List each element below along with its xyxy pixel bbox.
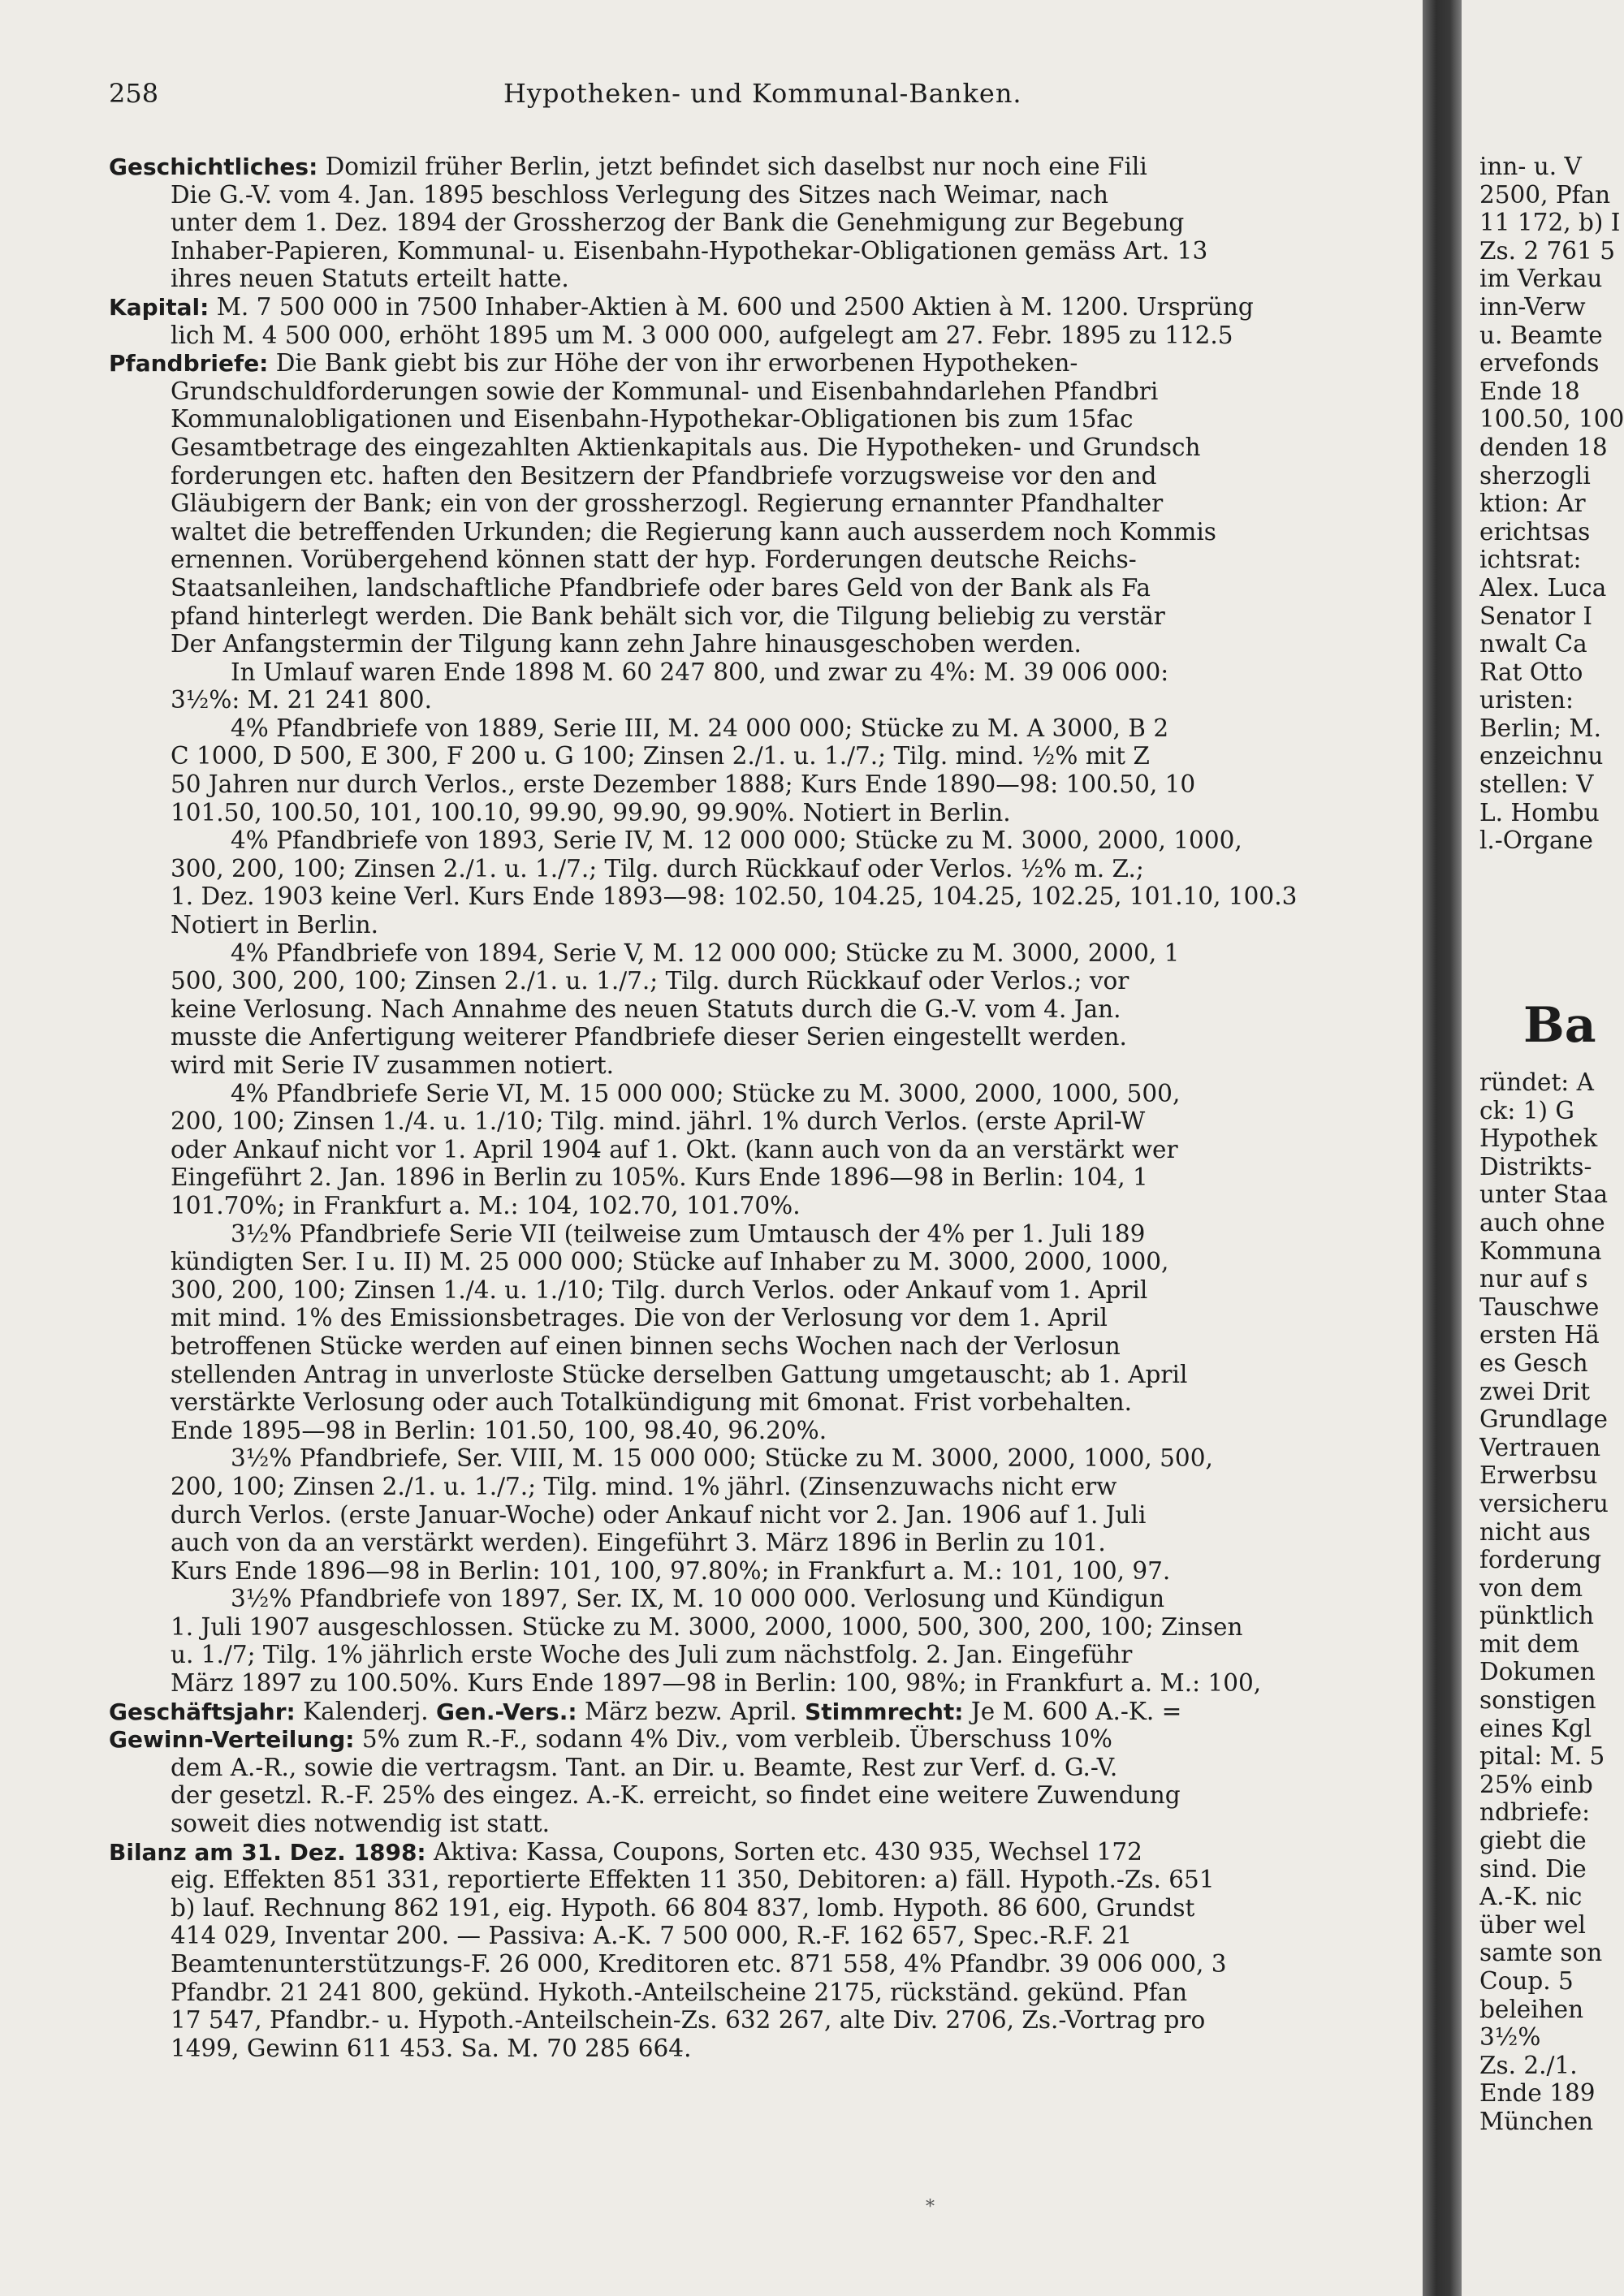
line-text: kündigten Ser. I u. II) M. 25 000 000; Stücke auf Inhaber zu M. 3000, 2000, 1000,	[171, 1248, 1169, 1276]
line-text: 4% Pfandbriefe von 1893, Serie IV, M. 12 000 000; Stücke zu M. 3000, 2000, 1000,	[231, 826, 1242, 855]
right-text-fragment: stellen: V	[1479, 770, 1594, 799]
page-header	[0, 78, 1423, 119]
text-line	[109, 518, 1408, 546]
text-line	[109, 1810, 1408, 1838]
text-line	[109, 1979, 1408, 2007]
text-line	[109, 967, 1408, 995]
right-text-fragment: Ende 18	[1479, 377, 1580, 405]
line-text: forderungen etc. haften den Besitzern der Pfandbriefe vorzugsweise vor den and	[171, 461, 1157, 490]
line-text: 3½% Pfandbriefe Serie VII (teilweise zum Umtausch der 4% per 1. Juli 189	[231, 1219, 1146, 1248]
text-line	[109, 1725, 1408, 1754]
text-line	[109, 237, 1408, 265]
text-line	[109, 630, 1408, 658]
line-text: u. 1./7; Tilg. 1% jährlich erste Woche des Juli zum nächstfolg. 2. Jan. Eingeführ	[171, 1641, 1133, 1669]
text-line	[109, 1163, 1408, 1192]
right-text-fragment: pünktlich	[1479, 1602, 1595, 1630]
right-text-fragment: denden 18	[1479, 433, 1608, 461]
right-text-fragment: L. Hombu	[1479, 798, 1600, 826]
line-text: M. 7 500 000 in 7500 Inhaber-Aktien à M. 600 und 2500 Aktien à M. 1200. Ursprüng	[209, 292, 1254, 321]
line-text: 3½% Pfandbriefe, Ser. VIII, M. 15 000 000; Stücke zu M. 3000, 2000, 1000, 500,	[231, 1444, 1213, 1473]
text-line	[109, 1417, 1408, 1445]
line-text: Staatsanleihen, landschaftliche Pfandbriefe oder bares Geld von der Bank als Fa	[171, 573, 1151, 602]
right-text-fragment: ersten Hä	[1479, 1321, 1600, 1349]
line-text: 50 Jahren nur durch Verlos., erste Dezember 1888; Kurs Ende 1890—98: 100.50, 10	[171, 770, 1196, 799]
text-line	[109, 293, 1408, 322]
right-text-fragment: mit dem	[1479, 1629, 1579, 1658]
text-line	[109, 1922, 1408, 1950]
text-line	[109, 826, 1408, 855]
text-line	[109, 1585, 1408, 1613]
line-text: März bezw. April.	[577, 1697, 806, 1725]
right-text-fragment: sherzogli	[1479, 461, 1591, 490]
right-text-fragment: über wel	[1479, 1910, 1586, 1939]
line-text: Kalenderj.	[295, 1697, 436, 1725]
right-text-fragment: Berlin; M.	[1479, 714, 1602, 742]
line-text: C 1000, D 500, E 300, F 200 u. G 100; Zinsen 2./1. u. 1./7.; Tilg. mind. ½% mit Z	[171, 742, 1150, 770]
line-text: Kurs Ende 1896—98 in Berlin: 101, 100, 97.80%; in Frankfurt a. M.: 101, 100, 97.	[171, 1556, 1171, 1585]
text-line	[109, 434, 1408, 462]
text-line	[109, 546, 1408, 574]
text-line	[109, 1838, 1408, 1867]
text-line	[109, 911, 1408, 939]
line-text: wird mit Serie IV zusammen notiert.	[171, 1051, 614, 1079]
line-text: Eingeführt 2. Jan. 1896 in Berlin zu 105%. Kurs Ende 1896—98 in Berlin: 104, 1	[171, 1163, 1148, 1192]
line-text: Beamtenunterstützungs-F. 26 000, Kreditoren etc. 871 558, 4% Pfandbr. 39 006 000, 3	[171, 1950, 1227, 1978]
line-text: Domizil früher Berlin, jetzt befindet sich daselbst nur noch eine Fili	[317, 153, 1147, 180]
text-line	[109, 1051, 1408, 1080]
text-line	[109, 1781, 1408, 1810]
right-text-fragment: Hypothek	[1479, 1124, 1598, 1153]
line-text: 4% Pfandbriefe von 1889, Serie III, M. 24 000 000; Stücke zu M. A 3000, B 2	[231, 714, 1169, 742]
line-text: waltet die betreffenden Urkunden; die Regierung kann auch ausserdem noch Kommis	[171, 517, 1216, 546]
right-text-fragment: nicht aus	[1479, 1517, 1591, 1546]
text-line	[109, 714, 1408, 743]
right-text-fragment: sonstigen	[1479, 1686, 1596, 1715]
text-line	[109, 1136, 1408, 1164]
line-text: Grundschuldforderungen sowie der Kommunal- und Eisenbahndarlehen Pfandbri	[171, 377, 1159, 405]
right-text-fragment: samte son	[1479, 1939, 1603, 1967]
line-text: betroffenen Stücke werden auf einen binnen sechs Wochen nach der Verlosun	[171, 1331, 1121, 1360]
text-line	[109, 209, 1408, 237]
line-text: März 1897 zu 100.50%. Kurs Ende 1897—98 in Berlin: 100, 98%; in Frankfurt a. M.: 100,	[171, 1669, 1262, 1698]
right-text-fragment: Vertrauen	[1479, 1433, 1601, 1461]
right-text-fragment: 3½%	[1479, 2023, 1541, 2052]
book-gutter	[1423, 0, 1462, 2296]
right-text-fragment: München	[1479, 2107, 1594, 2135]
line-text: musste die Anfertigung weiterer Pfandbriefe dieser Serien eingestellt werden.	[171, 1023, 1127, 1051]
line-text: der gesetzl. R.-F. 25% des eingez. A.-K. erreicht, so findet eine weitere Zuwendung	[171, 1781, 1181, 1810]
text-line	[109, 322, 1408, 350]
line-text: oder Ankauf nicht vor 1. April 1904 auf 1. Okt. (kann auch von da an verstärkt wer	[171, 1135, 1178, 1163]
line-text: 1. Dez. 1903 keine Verl. Kurs Ende 1893—98: 102.50, 104.25, 104.25, 102.25, 101.10, 100.3	[171, 883, 1298, 911]
line-text: 101.70%; in Frankfurt a. M.: 104, 102.70, 101.70%.	[171, 1191, 801, 1219]
right-text-fragment: Ende 189	[1479, 2079, 1596, 2108]
text-line	[109, 1276, 1408, 1305]
right-text-fragment: 2500, Pfan	[1479, 180, 1611, 209]
text-line	[109, 1866, 1408, 1894]
right-text-fragment: ründet: A	[1479, 1068, 1594, 1096]
right-text-fragment: Grundlage	[1479, 1405, 1608, 1434]
line-text: verstärkte Verlosung oder auch Totalkündigung mit 6monat. Frist vorbehalten.	[171, 1388, 1132, 1417]
text-line	[109, 1557, 1408, 1586]
right-text-fragment: versicheru	[1479, 1489, 1609, 1517]
line-text: b) lauf. Rechnung 862 191, eig. Hypoth. 66 804 837, lomb. Hypoth. 86 600, Grundst	[171, 1893, 1195, 1922]
line-text: pfand hinterlegt werden. Die Bank behält sich vor, die Tilgung beliebig zu verstär	[171, 602, 1165, 630]
line-text: 300, 200, 100; Zinsen 1./4. u. 1./10; Tilg. durch Verlos. oder Ankauf vom 1. April	[171, 1275, 1148, 1304]
right-text-fragment: Tauschwe	[1479, 1293, 1600, 1321]
text-line	[109, 1248, 1408, 1276]
line-text: Pfandbr. 21 241 800, gekünd. Hykoth.-Anteilscheine 2175, rückständ. gekünd. Pfan	[171, 1978, 1188, 2006]
line-text: 300, 200, 100; Zinsen 2./1. u. 1./7.; Tilg. durch Rückkauf oder Verlos. ½% m. Z.;	[171, 854, 1144, 883]
right-text-fragment: Zs. 2 761 5	[1479, 236, 1615, 265]
text-line	[109, 1754, 1408, 1782]
right-text-fragment: 25% einb	[1479, 1770, 1593, 1798]
right-text-fragment: 11 172, b) I	[1479, 209, 1621, 237]
right-text-fragment: auch ohne	[1479, 1208, 1605, 1236]
line-text: 1. Juli 1907 ausgeschlossen. Stücke zu M. 3000, 2000, 1000, 500, 300, 200, 100; Zinsen	[171, 1612, 1243, 1641]
text-line	[109, 1304, 1408, 1332]
line-text: 200, 100; Zinsen 1./4. u. 1./10; Tilg. mind. jährl. 1% durch Verlos. (erste April-W	[171, 1107, 1146, 1136]
text-line	[109, 405, 1408, 434]
text-line	[109, 770, 1408, 799]
line-text: Die G.-V. vom 4. Jan. 1895 beschloss Verlegung des Sitzes nach Weimar, nach	[171, 180, 1108, 209]
text-line	[109, 995, 1408, 1024]
text-line	[109, 939, 1408, 968]
right-text-fragment: beleihen	[1479, 1995, 1584, 2023]
line-text: Je M. 600 A.-K. =	[963, 1697, 1182, 1725]
right-text-fragment: sind. Die	[1479, 1854, 1587, 1883]
text-line	[109, 1950, 1408, 1979]
right-text-fragment: A.-K. nic	[1479, 1883, 1583, 1911]
right-text-fragment: Zs. 2./1.	[1479, 2051, 1578, 2079]
right-text-fragment: ervefonds	[1479, 349, 1600, 378]
right-text-fragment: eines Kgl	[1479, 1714, 1592, 1742]
footer-mark: *	[926, 2197, 935, 2217]
right-text-fragment: von dem	[1479, 1573, 1583, 1602]
text-line	[109, 1501, 1408, 1530]
line-text: 4% Pfandbriefe von 1894, Serie V, M. 12 000 000; Stücke zu M. 3000, 2000, 1	[231, 939, 1180, 967]
section-label: Bilanz am 31. Dez. 1898:	[109, 1838, 426, 1866]
right-text-fragment: ck: 1) G	[1479, 1096, 1574, 1124]
right-page-heading: Ba	[1523, 997, 1596, 1054]
right-text-fragment: es Gesch	[1479, 1349, 1588, 1377]
line-text: Aktiva: Kassa, Coupons, Sorten etc. 430 935, Wechsel 172	[425, 1837, 1142, 1866]
text-line	[109, 1192, 1408, 1220]
line-text: soweit dies notwendig ist statt.	[171, 1810, 550, 1838]
section-label: Geschichtliches:	[109, 153, 318, 180]
text-line	[109, 742, 1408, 770]
text-line	[109, 1613, 1408, 1642]
line-text: 414 029, Inventar 200. — Passiva: A.-K. 7 500 000, R.-F. 162 657, Spec.-R.F. 21	[171, 1922, 1133, 1950]
line-text: dem A.-R., sowie die vertragsm. Tant. an Dir. u. Beamte, Rest zur Verf. d. G.-V.	[171, 1753, 1118, 1781]
text-line	[109, 2035, 1408, 2063]
right-text-fragment: unter Staa	[1479, 1180, 1609, 1209]
line-text: Gesamtbetrage des eingezahlten Aktienkapitals aus. Die Hypotheken- und Grundsch	[171, 433, 1201, 461]
text-line	[109, 490, 1408, 518]
text-line	[109, 574, 1408, 602]
right-page-top-text	[1479, 153, 1624, 855]
text-line	[109, 602, 1408, 631]
right-text-fragment: Erwerbsu	[1479, 1461, 1598, 1490]
text-line	[109, 686, 1408, 714]
text-line	[109, 883, 1408, 911]
text-line	[109, 265, 1408, 293]
right-text-fragment: nur auf s	[1479, 1265, 1588, 1293]
line-text: Notiert in Berlin.	[171, 911, 378, 939]
line-text: Kommunalobligationen und Eisenbahn-Hypothekar-Obligationen bis zum 15fac	[171, 405, 1134, 434]
line-text: stellenden Antrag in unverloste Stücke derselben Gattung umgetauscht; ab 1. April	[171, 1360, 1188, 1388]
text-line	[109, 1107, 1408, 1136]
text-line	[109, 658, 1408, 687]
right-text-fragment: ichtsrat:	[1479, 546, 1582, 574]
line-text: Gläubigern der Bank; ein von der grossherzogl. Regierung ernannter Pfandhalter	[171, 490, 1164, 518]
text-line	[109, 378, 1408, 406]
text-line	[109, 1332, 1408, 1361]
right-text-fragment: giebt die	[1479, 1827, 1587, 1855]
right-text-fragment: ktion: Ar	[1479, 490, 1586, 518]
section-label: Kapital:	[109, 293, 209, 321]
right-text-fragment: inn- u. V	[1479, 153, 1582, 180]
text-line	[109, 181, 1408, 209]
line-text: 3½%: M. 21 241 800.	[171, 686, 432, 714]
section-label: Geschäftsjahr:	[109, 1698, 296, 1725]
line-text: 1499, Gewinn 611 453. Sa. M. 70 285 664.	[171, 2034, 692, 2062]
line-text: ihres neuen Statuts erteilt hatte.	[171, 265, 569, 293]
line-text: ernennen. Vorübergehend können statt der hyp. Forderungen deutsche Reichs-	[171, 546, 1137, 574]
text-line	[109, 1669, 1408, 1698]
line-text: eig. Effekten 851 331, reportierte Effekten 11 350, Debitoren: a) fäll. Hypoth.-Zs. 651	[171, 1866, 1215, 1894]
line-text: unter dem 1. Dez. 1894 der Grossherzog der Bank die Genehmigung zur Begebung	[171, 209, 1185, 237]
right-page-bottom-text	[1479, 1068, 1624, 2136]
text-line	[109, 1698, 1408, 1726]
text-line	[109, 855, 1408, 883]
text-line	[109, 1220, 1408, 1249]
text-line	[109, 2006, 1408, 2035]
line-text: Die Bank giebt bis zur Höhe der von ihr erworbenen Hypotheken-	[268, 349, 1078, 378]
line-text: 17 547, Pfandbr.- u. Hypoth.-Anteilschein-Zs. 632 267, alte Div. 2706, Zs.-Vortrag pro	[171, 2006, 1206, 2035]
text-line	[109, 1361, 1408, 1389]
right-text-fragment: uristen:	[1479, 686, 1574, 714]
line-text: In Umlauf waren Ende 1898 M. 60 247 800, und zwar zu 4%: M. 39 006 000:	[231, 658, 1169, 686]
right-text-fragment: pital: M. 5	[1479, 1742, 1605, 1771]
text-line	[109, 153, 1408, 181]
text-line	[109, 1529, 1408, 1557]
text-line	[109, 799, 1408, 827]
right-text-fragment: Rat Otto	[1479, 658, 1583, 686]
line-text: durch Verlos. (erste Januar-Woche) oder Ankauf nicht vor 2. Jan. 1906 auf 1. Juli	[171, 1500, 1147, 1529]
right-text-fragment: enzeichnu	[1479, 742, 1604, 770]
right-text-fragment: Kommuna	[1479, 1236, 1602, 1265]
right-text-fragment: Dokumen	[1479, 1658, 1596, 1686]
running-head: Hypotheken- und Kommunal-Banken.	[503, 78, 1022, 109]
text-line	[109, 1444, 1408, 1473]
line-text: Der Anfangstermin der Tilgung kann zehn Jahre hinausgeschoben werden.	[171, 630, 1082, 658]
right-text-fragment: Coup. 5	[1479, 1967, 1574, 1995]
line-text: Inhaber-Papieren, Kommunal- u. Eisenbahn-Hypothekar-Obligationen gemäss Art. 13	[171, 236, 1208, 265]
right-text-fragment: 100.50, 100	[1479, 405, 1624, 434]
right-text-fragment: Senator I	[1479, 602, 1593, 630]
line-text: 4% Pfandbriefe Serie VI, M. 15 000 000; Stücke zu M. 3000, 2000, 1000, 500,	[231, 1079, 1181, 1107]
line-text: auch von da an verstärkt werden). Eingeführt 3. März 1896 in Berlin zu 101.	[171, 1529, 1106, 1557]
line-text: 500, 300, 200, 100; Zinsen 2./1. u. 1./7.; Tilg. durch Rückkauf oder Verlos.; vor	[171, 967, 1129, 995]
text-line	[109, 1641, 1408, 1669]
text-line	[109, 1473, 1408, 1501]
section-label: Pfandbriefe:	[109, 350, 269, 378]
right-text-fragment: Distrikts-	[1479, 1152, 1592, 1180]
right-text-fragment: forderung	[1479, 1546, 1602, 1574]
page-number: 258	[109, 78, 159, 109]
line-text: 3½% Pfandbriefe von 1897, Ser. IX, M. 10 000 000. Verlosung und Kündigun	[231, 1585, 1165, 1613]
text-line	[109, 1080, 1408, 1108]
right-text-fragment: im Verkau	[1479, 265, 1603, 293]
text-line	[109, 462, 1408, 490]
right-text-fragment: u. Beamte	[1479, 321, 1603, 349]
text-line	[109, 1894, 1408, 1923]
line-text: 5% zum R.-F., sodann 4% Div., vom verbleib. Überschuss 10%	[354, 1725, 1112, 1754]
right-text-fragment: l.-Organe	[1479, 826, 1593, 855]
text-line	[109, 1023, 1408, 1051]
text-line	[109, 1388, 1408, 1417]
left-body-text	[109, 153, 1408, 2062]
line-text: Ende 1895—98 in Berlin: 101.50, 100, 98.40, 96.20%.	[171, 1416, 827, 1444]
line-text: 101.50, 100.50, 101, 100.10, 99.90, 99.90, 99.90%. Notiert in Berlin.	[171, 798, 1011, 826]
line-text: mit mind. 1% des Emissionsbetrages. Die von der Verlosung vor dem 1. April	[171, 1304, 1108, 1332]
section-label: Gewinn-Verteilung:	[109, 1726, 355, 1754]
section-label: Stimmrecht:	[805, 1698, 964, 1725]
right-text-fragment: zwei Drit	[1479, 1377, 1591, 1405]
line-text: keine Verlosung. Nach Annahme des neuen Statuts durch die G.-V. vom 4. Jan.	[171, 995, 1121, 1023]
right-text-fragment: Alex. Luca	[1479, 573, 1607, 602]
line-text: lich M. 4 500 000, erhöht 1895 um M. 3 000 000, aufgelegt am 27. Febr. 1895 zu 112.5	[171, 321, 1233, 349]
right-text-fragment: erichtsas	[1479, 517, 1591, 546]
section-label: Gen.-Vers.:	[435, 1698, 577, 1725]
text-line	[109, 349, 1408, 378]
right-text-fragment: ndbriefe:	[1479, 1798, 1591, 1827]
right-text-fragment: nwalt Ca	[1479, 630, 1587, 658]
right-page	[1462, 0, 1624, 2296]
right-text-fragment: inn-Verw	[1479, 292, 1586, 321]
line-text: 200, 100; Zinsen 2./1. u. 1./7.; Tilg. mind. 1% jährl. (Zinsenzuwachs nicht erw	[171, 1472, 1117, 1500]
